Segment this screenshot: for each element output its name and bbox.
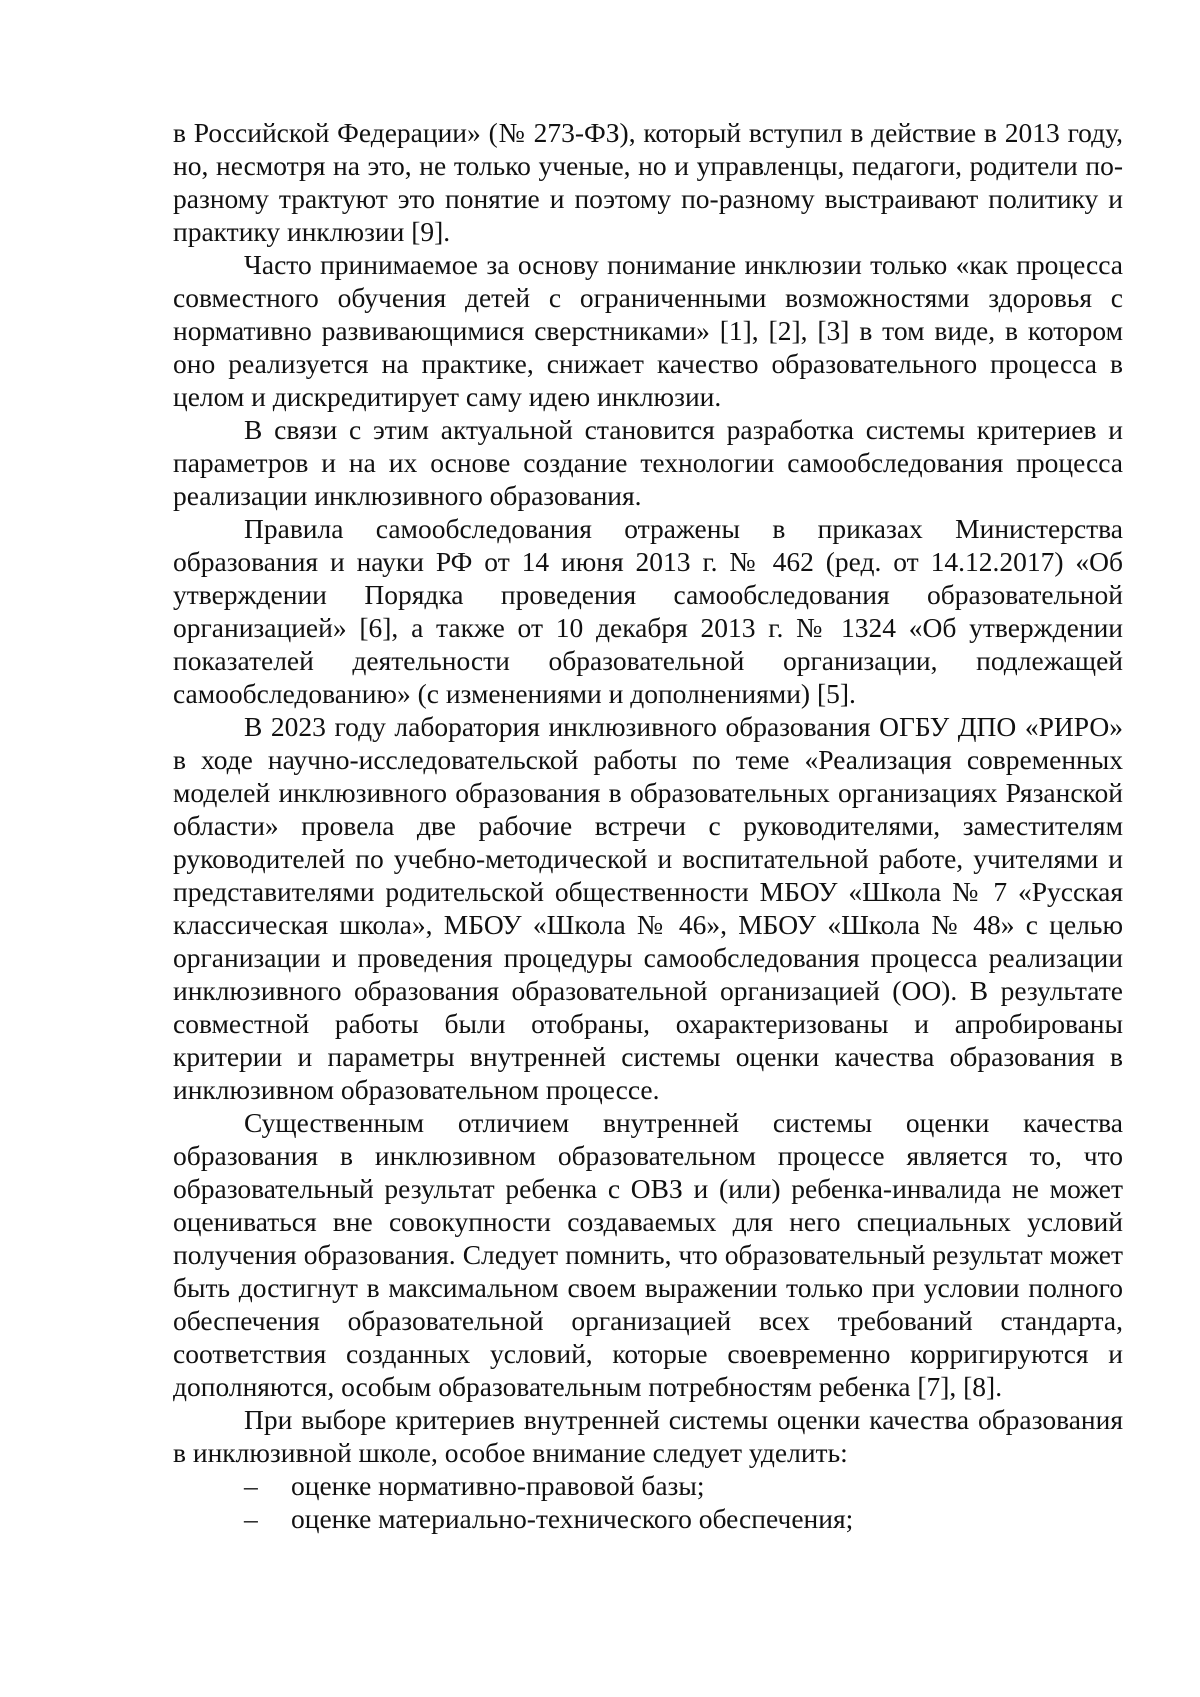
document-page [173, 116, 1123, 1535]
criteria-list [173, 1469, 1123, 1535]
paragraph-2: Часто принимаемое за основу понимание инклюзии только «как процесса совместного обучения детей с ограниченными возможностями здоровья с нормативно развивающимися сверстниками» [1], [2], [3] в том виде, в котором оно реализуется на практике, снижает качество образовательного процесса в целом и дискредитирует саму идею инклюзии. [173, 248, 1123, 413]
paragraph-4: Правила самообследования отражены в приказах Министерства образования и науки РФ от 14 июня 2013 г. № 462 (ред. от 14.12.2017) «Об утверждении Порядка проведения самообследования образовательной организацией» [6], а также от 10 декабря 2013 г. № 1324 «Об утверждении показателей деятельности образовательной организации, подлежащей самообследованию» (с изменениями и дополнениями) [5]. [173, 512, 1123, 710]
list-marker: – [244, 1469, 258, 1502]
paragraph-7: При выборе критериев внутренней системы оценки качества образования в инклюзивной школе, особое внимание следует уделить: [173, 1403, 1123, 1469]
paragraph-5: В 2023 году лаборатория инклюзивного образования ОГБУ ДПО «РИРО» в ходе научно-исследовательской работы по теме «Реализация современных моделей инклюзивного образования в образовательных организациях Рязанской области» провела две рабочие встречи с руководителями, заместителям руководителей по учебно-методической и воспитательной работе, учителями и представителями родительской общественности МБОУ «Школа № 7 «Русская классическая школа», МБОУ «Школа № 46», МБОУ «Школа № 48» с целью организации и проведения процедуры самообследования процесса реализации инклюзивного образования образовательной организацией (ОО). В результате совместной работы были отобраны, охарактеризованы и апробированы критерии и параметры внутренней системы оценки качества образования в инклюзивном образовательном процессе. [173, 710, 1123, 1106]
paragraph-3: В связи с этим актуальной становится разработка системы критериев и параметров и на их основе создание технологии самообследования процесса реализации инклюзивного образования. [173, 413, 1123, 512]
list-item-text: оценке материально-технического обеспечения; [291, 1503, 853, 1534]
paragraph-6: Существенным отличием внутренней системы оценки качества образования в инклюзивном образовательном процессе является то, что образовательный результат ребенка с ОВЗ и (или) ребенка-инвалида не может оцениваться вне совокупности создаваемых для него специальных условий получения образования. Следует помнить, что образовательный результат может быть достигнут в максимальном своем выражении только при условии полного обеспечения образовательной организацией всех требований стандарта, соответствия созданных условий, которые своевременно корригируются и дополняются, особым образовательным потребностям ребенка [7], [8]. [173, 1106, 1123, 1403]
list-marker: – [244, 1502, 258, 1535]
list-item [173, 1502, 1123, 1535]
list-item [173, 1469, 1123, 1502]
paragraph-1: в Российской Федерации» (№ 273-ФЗ), который вступил в действие в 2013 году, но, несмотря на это, не только ученые, но и управленцы, педагоги, родители по-разному трактуют это понятие и поэтому по-разному выстраивают политику и практику инклюзии [9]. [173, 116, 1123, 248]
list-item-text: оценке нормативно-правовой базы; [291, 1470, 705, 1501]
